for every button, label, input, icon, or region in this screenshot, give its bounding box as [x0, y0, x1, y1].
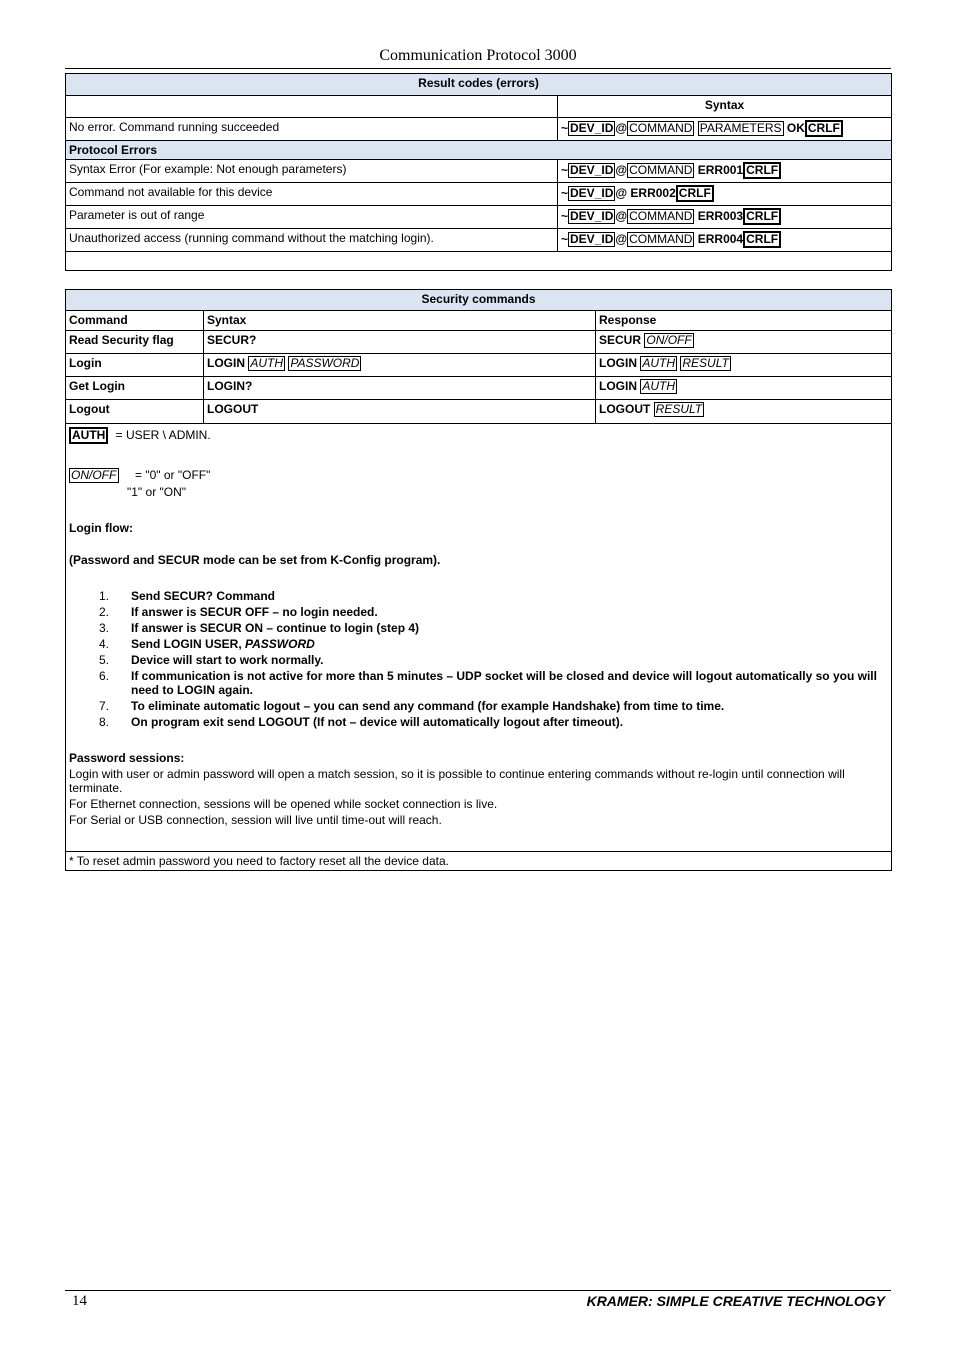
- onoff-param: ON/OFF: [646, 333, 692, 347]
- step-text: [131, 637, 315, 651]
- command-syntax: SECUR?: [204, 331, 596, 354]
- command-token: COMMAND: [629, 232, 693, 246]
- crlf-token: CRLF: [743, 231, 781, 248]
- step-text: Device will start to work normally.: [131, 653, 324, 667]
- response-keyword: LOGOUT: [599, 402, 651, 416]
- command-name: Read Security flag: [66, 331, 204, 354]
- list-item: 5. Device will start to work normally.: [99, 653, 324, 667]
- command-name: Login: [66, 354, 204, 377]
- tilde-token: ~: [561, 209, 569, 223]
- crlf-token: CRLF: [743, 162, 781, 179]
- tilde-token: ~: [561, 186, 569, 200]
- login-flow-note: (Password and SECUR mode can be set from K-Config program).: [69, 553, 441, 567]
- security-commands-title: Security commands: [66, 290, 892, 311]
- parameters-token: PARAMETERS: [699, 121, 782, 135]
- response-keyword: LOGIN: [599, 379, 637, 393]
- result-codes-empty-row: [66, 252, 892, 271]
- list-item: 1. Send SECUR? Command: [99, 589, 276, 603]
- list-item: 4. Send LOGIN USER, PASSWORD: [99, 637, 315, 651]
- response-column-header: Response: [596, 311, 892, 331]
- password-sessions-title: Password sessions:: [69, 751, 185, 765]
- result-codes-blank-header: [66, 96, 558, 118]
- auth-definition: [69, 427, 888, 444]
- syntax-column-header: Syntax: [204, 311, 596, 331]
- command-token: COMMAND: [629, 209, 693, 223]
- crlf-token: CRLF: [743, 208, 781, 225]
- onoff-desc-2: "1" or "ON": [127, 485, 187, 499]
- step-text: On program exit send LOGOUT (If not – device will automatically logout after timeout).: [131, 715, 624, 729]
- at-token: @: [615, 163, 628, 177]
- footnote: * To reset admin password you need to factory reset all the device data.: [66, 852, 892, 871]
- at-token: @: [615, 121, 628, 135]
- onoff-desc-1: = "0" or "OFF": [135, 468, 211, 482]
- tilde-token: ~: [561, 232, 569, 246]
- list-item: 3. If answer is SECUR ON – continue to login (step 4): [99, 621, 420, 635]
- login-flow-steps: [99, 589, 888, 729]
- dev-id-token: DEV_ID: [570, 232, 614, 246]
- command-column-header: Command: [66, 311, 204, 331]
- result-codes-title: Result codes (errors): [66, 74, 892, 96]
- auth-param: AUTH: [250, 356, 284, 370]
- auth-param: AUTH: [642, 356, 676, 370]
- step-text-italic: PASSWORD: [245, 637, 315, 651]
- syntax-column-header: Syntax: [558, 96, 892, 118]
- security-commands-table: [65, 289, 892, 871]
- crlf-token: CRLF: [805, 120, 843, 137]
- list-item: 8. On program exit send LOGOUT (If not – device will automatically logout after timeout).: [99, 715, 624, 729]
- page-number: 14: [72, 1293, 87, 1309]
- security-notes: [66, 424, 892, 852]
- spacer: [69, 499, 888, 521]
- error-label: Unauthorized access (running command without the matching login).: [66, 229, 558, 252]
- password-param: PASSWORD: [290, 356, 360, 370]
- list-item: 2. If answer is SECUR OFF – no login needed.: [99, 605, 378, 619]
- ok-token: OK: [783, 121, 805, 135]
- step-text-main: Send LOGIN USER,: [131, 637, 246, 651]
- spacer: [69, 731, 888, 751]
- step-text: To eliminate automatic logout – you can send any command (for example Handshake) from time to time.: [131, 699, 725, 713]
- result-param: RESULT: [682, 356, 729, 370]
- command-syntax: [204, 354, 596, 377]
- command-response: [596, 377, 892, 400]
- footer-rule: [65, 1290, 891, 1291]
- result-param: RESULT: [655, 402, 703, 416]
- error-code-token: @ ERR002: [615, 186, 676, 200]
- auth-param: AUTH: [642, 379, 676, 393]
- protocol-errors-title: Protocol Errors: [66, 141, 892, 160]
- command-response: [596, 354, 892, 377]
- onoff-definition: [69, 468, 888, 483]
- error-syntax: [558, 206, 892, 229]
- error-code-token: ERR001: [694, 163, 744, 177]
- command-response: [596, 400, 892, 424]
- command-token: COMMAND: [629, 163, 693, 177]
- no-error-label: No error. Command running succeeded: [66, 118, 558, 141]
- footer-brand: KRAMER: SIMPLE CREATIVE TECHNOLOGY: [586, 1293, 885, 1309]
- command-syntax: LOGIN?: [204, 377, 596, 400]
- page-header-title: Communication Protocol 3000: [379, 47, 577, 64]
- list-item: 7. To eliminate automatic logout – you can send any command (for example Handshake) from time to time.: [99, 699, 725, 713]
- dev-id-token: DEV_ID: [570, 209, 614, 223]
- spacer: [69, 567, 888, 589]
- command-name: Get Login: [66, 377, 204, 400]
- error-label: Syntax Error (For example: Not enough parameters): [66, 160, 558, 183]
- password-sessions-line: For Serial or USB connection, session will live until time-out will reach.: [69, 813, 442, 827]
- step-text: If answer is SECUR ON – continue to login (step 4): [131, 621, 420, 635]
- tilde-token: ~: [561, 121, 569, 135]
- crlf-token: CRLF: [676, 185, 714, 202]
- step-text: If answer is SECUR OFF – no login needed.: [131, 605, 378, 619]
- syntax-keyword: LOGIN: [207, 356, 245, 370]
- header-rule: [65, 68, 891, 69]
- result-codes-table: [65, 73, 892, 271]
- password-sessions-line: Login with user or admin password will open a match session, so it is possible to continue entering commands without re-login until connection will terminate.: [69, 767, 845, 795]
- onoff-token: ON/OFF: [69, 468, 119, 483]
- dev-id-token: DEV_ID: [570, 186, 614, 200]
- command-name: Logout: [66, 400, 204, 424]
- at-token: @: [615, 209, 628, 223]
- no-error-syntax: [558, 118, 892, 141]
- list-item: 6. If communication is not active for more than 5 minutes – UDP socket will be closed and device will logout automatically so you will need to LOGIN again.: [99, 669, 888, 697]
- login-flow-title: Login flow:: [69, 521, 133, 535]
- dev-id-token: DEV_ID: [570, 121, 614, 135]
- error-syntax: [558, 160, 892, 183]
- auth-token: AUTH: [69, 427, 108, 444]
- spacer: [69, 535, 888, 553]
- auth-desc: = USER \ ADMIN.: [112, 428, 211, 442]
- error-code-token: ERR004: [694, 232, 744, 246]
- command-response: [596, 331, 892, 354]
- error-syntax: [558, 183, 892, 206]
- command-syntax: LOGOUT: [204, 400, 596, 424]
- error-syntax: [558, 229, 892, 252]
- command-token: COMMAND: [629, 121, 693, 135]
- step-text: Send SECUR? Command: [131, 589, 276, 603]
- error-code-token: ERR003: [694, 209, 744, 223]
- dev-id-token: DEV_ID: [570, 163, 614, 177]
- error-label: Command not available for this device: [66, 183, 558, 206]
- tilde-token: ~: [561, 163, 569, 177]
- response-keyword: LOGIN: [599, 356, 637, 370]
- step-text: If communication is not active for more than 5 minutes – UDP socket will be closed and device will logout automatically so you will need to LOGIN again.: [131, 669, 877, 697]
- response-keyword: SECUR: [599, 333, 642, 347]
- spacer: [69, 444, 888, 468]
- at-token: @: [615, 232, 628, 246]
- error-label: Parameter is out of range: [66, 206, 558, 229]
- password-sessions-line: For Ethernet connection, sessions will be opened while socket connection is live.: [69, 797, 498, 811]
